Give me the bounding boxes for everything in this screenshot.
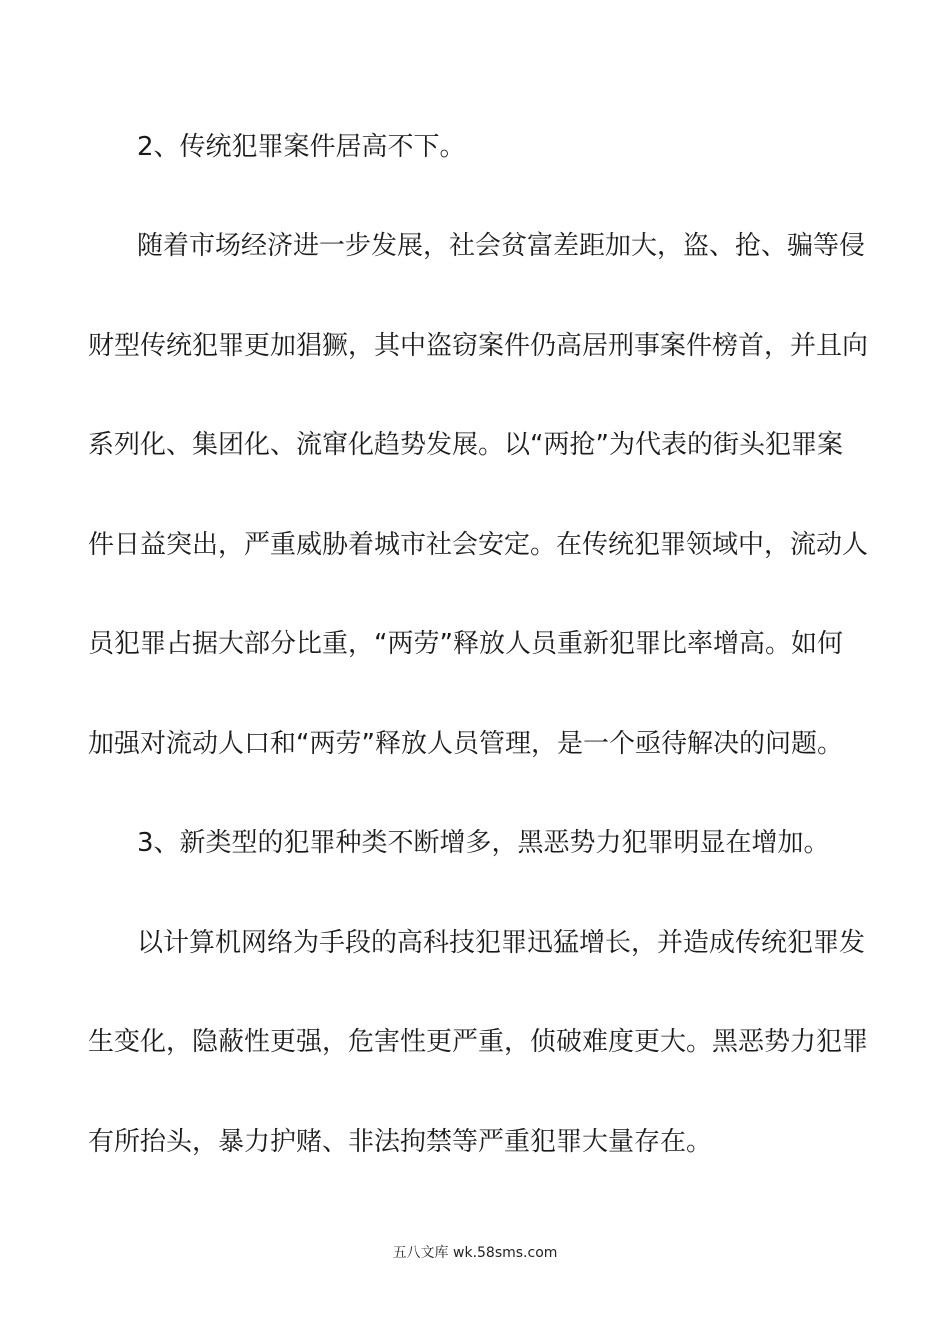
paragraph-line: 件日益突出，严重威胁着城市社会安定。在传统犯罪领域中，流动人 xyxy=(88,530,869,560)
heading-2: 2、传统犯罪案件居高不下。 xyxy=(137,132,466,162)
paragraph-line: 加强对流动人口和“两劳”释放人员管理，是一个亟待解决的问题。 xyxy=(88,729,843,759)
paragraph-line: 有所抬头，暴力护赌、非法拘禁等严重犯罪大量存在。 xyxy=(88,1127,713,1157)
paragraph-line: 以计算机网络为手段的高科技犯罪迅猛增长，并造成传统犯罪发 xyxy=(137,928,866,958)
paragraph-line: 员犯罪占据大部分比重，“两劳”释放人员重新犯罪比率增高。如何 xyxy=(88,629,843,659)
footer-watermark: 五八文库 wk.58sms.com xyxy=(392,1245,558,1261)
paragraph-line: 随着市场经济进一步发展，社会贫富差距加大，盗、抢、骗等侵 xyxy=(137,231,866,261)
paragraph-line: 系列化、集团化、流窜化趋势发展。以“两抢”为代表的街头犯罪案 xyxy=(88,430,843,460)
paragraph-line: 财型传统犯罪更加猖獗，其中盗窃案件仍高居刑事案件榜首，并且向 xyxy=(88,331,869,361)
paragraph-line: 生变化，隐蔽性更强，危害性更严重，侦破难度更大。黑恶势力犯罪 xyxy=(88,1027,869,1057)
heading-3: 3、新类型的犯罪种类不断增多，黑恶势力犯罪明显在增加。 xyxy=(137,828,830,858)
